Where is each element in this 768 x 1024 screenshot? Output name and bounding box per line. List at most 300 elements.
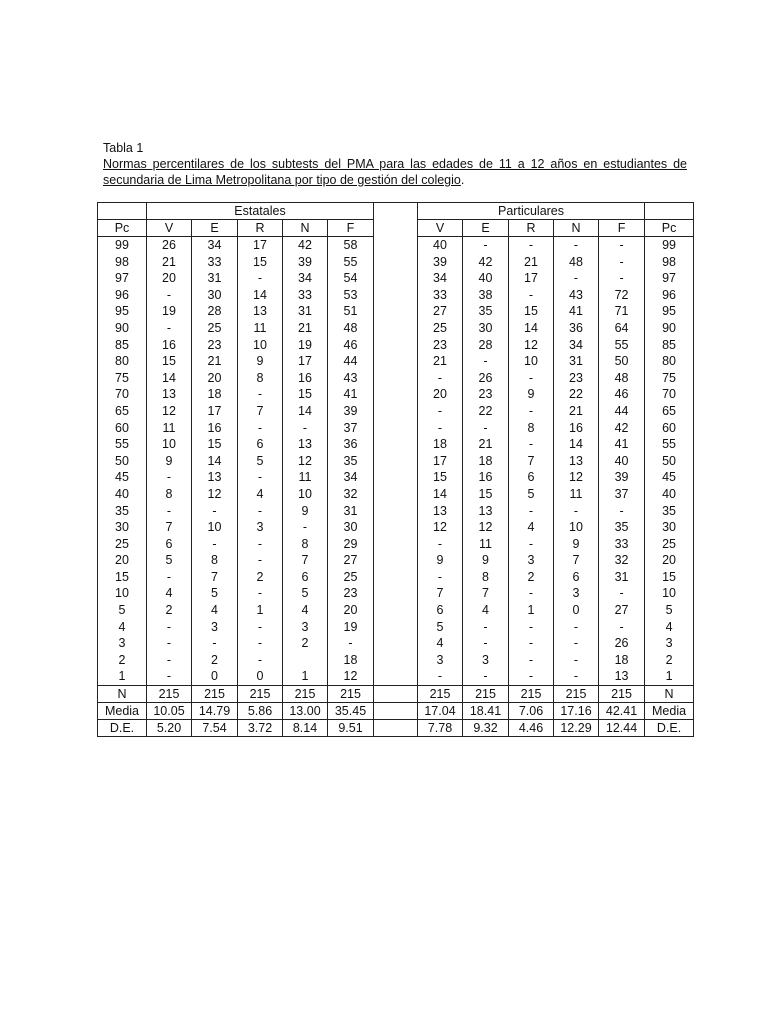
- pc-cell-left: 3: [98, 635, 147, 652]
- particulares-cell: -: [554, 668, 599, 685]
- estatales-cell: 10: [147, 436, 192, 453]
- estatales-cell: 14: [238, 287, 283, 304]
- estatales-cell: 43: [328, 370, 374, 387]
- gap-cell: [374, 469, 418, 486]
- estatales-cell: -: [147, 503, 192, 520]
- estatales-cell: 6: [147, 536, 192, 553]
- pc-cell-right: 4: [645, 619, 694, 636]
- particulares-cell: 48: [599, 370, 645, 387]
- particulares-cell: 39: [599, 469, 645, 486]
- estatales-cell: 15: [147, 353, 192, 370]
- estatales-cell: 18: [328, 652, 374, 669]
- particulares-cell: -: [599, 237, 645, 254]
- table-row: [98, 254, 694, 271]
- stat-label-right: N: [645, 686, 694, 703]
- pc-cell-right: 50: [645, 453, 694, 470]
- pc-cell-right: 2: [645, 652, 694, 669]
- estatales-cell: 46: [328, 337, 374, 354]
- particulares-stat-cell: 17.04: [418, 703, 463, 720]
- particulares-cell: 42: [599, 420, 645, 437]
- particulares-cell: 48: [554, 254, 599, 271]
- estatales-cell: -: [147, 287, 192, 304]
- pc-cell-left: 70: [98, 386, 147, 403]
- estatales-cell: 2: [238, 569, 283, 586]
- gap-cell: [374, 652, 418, 669]
- particulares-cell: 40: [599, 453, 645, 470]
- estatales-cell: 36: [328, 436, 374, 453]
- estatales-stat-cell: 215: [192, 686, 238, 703]
- table-row: [98, 503, 694, 520]
- pc-cell-right: 45: [645, 469, 694, 486]
- estatales-cell: -: [238, 503, 283, 520]
- estatales-cell: -: [238, 635, 283, 652]
- pc-cell-left: 60: [98, 420, 147, 437]
- particulares-cell: -: [509, 237, 554, 254]
- estatales-stat-cell: 3.72: [238, 720, 283, 737]
- particulares-cell: -: [463, 619, 509, 636]
- estatales-cell: 9: [283, 503, 328, 520]
- estatales-cell: 25: [192, 320, 238, 337]
- gap-cell: [374, 436, 418, 453]
- particulares-cell: 7: [554, 552, 599, 569]
- pc-cell-right: 40: [645, 486, 694, 503]
- particulares-cell: 2: [509, 569, 554, 586]
- particulares-cell: -: [599, 619, 645, 636]
- estatales-cell: 10: [238, 337, 283, 354]
- particulares-stat-cell: 215: [463, 686, 509, 703]
- particulares-stat-cell: 12.44: [599, 720, 645, 737]
- table-row: [98, 436, 694, 453]
- pc-cell-right: 3: [645, 635, 694, 652]
- estatales-cell: 25: [328, 569, 374, 586]
- pc-cell-right: 99: [645, 237, 694, 254]
- estatales-cell: 4: [147, 585, 192, 602]
- particulares-cell: 18: [418, 436, 463, 453]
- estatales-cell: 10: [283, 486, 328, 503]
- estatales-cell: 29: [328, 536, 374, 553]
- particulares-cell: 14: [418, 486, 463, 503]
- pc-cell-left: 45: [98, 469, 147, 486]
- particulares-cell: 46: [599, 386, 645, 403]
- pc-cell-right: 55: [645, 436, 694, 453]
- particulares-cell: -: [509, 403, 554, 420]
- estatales-cell: 15: [283, 386, 328, 403]
- particulares-cell: -: [599, 503, 645, 520]
- table-row: [98, 652, 694, 669]
- particulares-cell: 55: [599, 337, 645, 354]
- estatales-cell: -: [147, 619, 192, 636]
- particulares-cell: 12: [509, 337, 554, 354]
- estatales-cell: 8: [238, 370, 283, 387]
- particulares-cell: 37: [599, 486, 645, 503]
- table-row: [98, 337, 694, 354]
- particulares-cell: 9: [418, 552, 463, 569]
- particulares-cell: 6: [418, 602, 463, 619]
- col-header-left-n: N: [283, 220, 328, 237]
- pc-cell-right: 35: [645, 503, 694, 520]
- estatales-stat-cell: 215: [238, 686, 283, 703]
- particulares-cell: 10: [554, 519, 599, 536]
- particulares-cell: -: [509, 370, 554, 387]
- estatales-cell: 41: [328, 386, 374, 403]
- particulares-cell: 21: [463, 436, 509, 453]
- particulares-cell: 21: [509, 254, 554, 271]
- gap-cell: [374, 453, 418, 470]
- particulares-cell: -: [463, 635, 509, 652]
- pc-cell-right: 1: [645, 668, 694, 685]
- particulares-cell: 33: [418, 287, 463, 304]
- particulares-stat-cell: 7.06: [509, 703, 554, 720]
- col-header-right-e: E: [463, 220, 509, 237]
- gap-cell: [374, 552, 418, 569]
- estatales-cell: 19: [147, 303, 192, 320]
- particulares-stat-cell: 42.41: [599, 703, 645, 720]
- particulares-cell: 23: [418, 337, 463, 354]
- pc-cell-right: 60: [645, 420, 694, 437]
- table-row: [98, 370, 694, 387]
- particulares-cell: -: [418, 668, 463, 685]
- gap-cell: [374, 420, 418, 437]
- estatales-cell: 16: [192, 420, 238, 437]
- stat-label-right: Media: [645, 703, 694, 720]
- estatales-cell: 27: [328, 552, 374, 569]
- table-row: [98, 270, 694, 287]
- estatales-cell: 51: [328, 303, 374, 320]
- estatales-cell: 39: [328, 403, 374, 420]
- pc-cell-left: 2: [98, 652, 147, 669]
- estatales-cell: 23: [328, 585, 374, 602]
- estatales-cell: 4: [192, 602, 238, 619]
- table-row: [98, 536, 694, 553]
- particulares-cell: 25: [418, 320, 463, 337]
- particulares-cell: 16: [463, 469, 509, 486]
- estatales-cell: 37: [328, 420, 374, 437]
- pc-cell-right: 75: [645, 370, 694, 387]
- estatales-cell: -: [147, 320, 192, 337]
- particulares-cell: -: [418, 370, 463, 387]
- pc-cell-left: 95: [98, 303, 147, 320]
- pc-cell-left: 65: [98, 403, 147, 420]
- gap-cell: [374, 353, 418, 370]
- particulares-cell: 4: [463, 602, 509, 619]
- estatales-cell: 20: [147, 270, 192, 287]
- estatales-cell: 21: [147, 254, 192, 271]
- pc-cell-left: 98: [98, 254, 147, 271]
- pc-cell-left: 30: [98, 519, 147, 536]
- estatales-cell: 14: [283, 403, 328, 420]
- estatales-cell: 2: [283, 635, 328, 652]
- table-row: [98, 619, 694, 636]
- estatales-cell: 14: [147, 370, 192, 387]
- gap-cell: [374, 619, 418, 636]
- pc-cell-right: 15: [645, 569, 694, 586]
- estatales-cell: 8: [147, 486, 192, 503]
- table-row: [98, 420, 694, 437]
- particulares-cell: -: [509, 619, 554, 636]
- estatales-cell: 15: [192, 436, 238, 453]
- particulares-cell: -: [463, 420, 509, 437]
- pc-cell-right: 30: [645, 519, 694, 536]
- particulares-cell: 17: [418, 453, 463, 470]
- gap-cell: [374, 720, 418, 737]
- table-row: [98, 303, 694, 320]
- particulares-cell: 13: [463, 503, 509, 520]
- pc-cell-left: 97: [98, 270, 147, 287]
- header-gap: [374, 203, 418, 220]
- estatales-cell: -: [328, 635, 374, 652]
- estatales-cell: 17: [238, 237, 283, 254]
- particulares-cell: 22: [463, 403, 509, 420]
- estatales-stat-cell: 215: [147, 686, 192, 703]
- particulares-cell: 41: [554, 303, 599, 320]
- particulares-cell: -: [554, 619, 599, 636]
- particulares-cell: 15: [463, 486, 509, 503]
- gap-cell: [374, 635, 418, 652]
- estatales-stat-cell: 215: [283, 686, 328, 703]
- estatales-cell: 21: [192, 353, 238, 370]
- particulares-cell: 21: [418, 353, 463, 370]
- pc-cell-right: 85: [645, 337, 694, 354]
- particulares-cell: 38: [463, 287, 509, 304]
- stat-label-left: Media: [98, 703, 147, 720]
- estatales-cell: 18: [192, 386, 238, 403]
- estatales-cell: 0: [192, 668, 238, 685]
- pc-cell-left: 20: [98, 552, 147, 569]
- estatales-cell: 2: [192, 652, 238, 669]
- col-header-right-r: R: [509, 220, 554, 237]
- particulares-cell: 13: [554, 453, 599, 470]
- estatales-cell: -: [238, 469, 283, 486]
- estatales-cell: 44: [328, 353, 374, 370]
- particulares-cell: 15: [509, 303, 554, 320]
- pc-cell-left: 35: [98, 503, 147, 520]
- particulares-cell: 14: [554, 436, 599, 453]
- particulares-cell: 3: [418, 652, 463, 669]
- col-header-right-pc: Pc: [645, 220, 694, 237]
- estatales-cell: 11: [238, 320, 283, 337]
- estatales-cell: -: [147, 635, 192, 652]
- estatales-cell: 13: [283, 436, 328, 453]
- particulares-cell: 30: [463, 320, 509, 337]
- estatales-cell: 30: [328, 519, 374, 536]
- estatales-stat-cell: 13.00: [283, 703, 328, 720]
- pc-cell-left: 55: [98, 436, 147, 453]
- col-header-right-f: F: [599, 220, 645, 237]
- particulares-cell: 23: [554, 370, 599, 387]
- estatales-cell: 7: [192, 569, 238, 586]
- stat-row-de: [98, 720, 694, 737]
- group-header-row: [98, 203, 694, 220]
- particulares-cell: 26: [599, 635, 645, 652]
- percentile-norms-table: [97, 202, 694, 737]
- particulares-stat-cell: 18.41: [463, 703, 509, 720]
- col-header-left-r: R: [238, 220, 283, 237]
- particulares-cell: 40: [463, 270, 509, 287]
- particulares-cell: -: [599, 585, 645, 602]
- particulares-stat-cell: 215: [554, 686, 599, 703]
- particulares-cell: 8: [463, 569, 509, 586]
- estatales-cell: 12: [328, 668, 374, 685]
- estatales-cell: 53: [328, 287, 374, 304]
- col-header-left-e: E: [192, 220, 238, 237]
- estatales-cell: 8: [283, 536, 328, 553]
- particulares-cell: 23: [463, 386, 509, 403]
- particulares-cell: 9: [463, 552, 509, 569]
- particulares-cell: 5: [418, 619, 463, 636]
- estatales-cell: 6: [283, 569, 328, 586]
- particulares-cell: 13: [599, 668, 645, 685]
- estatales-cell: -: [238, 386, 283, 403]
- estatales-cell: 13: [147, 386, 192, 403]
- estatales-cell: -: [238, 536, 283, 553]
- estatales-cell: 13: [238, 303, 283, 320]
- estatales-cell: 3: [192, 619, 238, 636]
- pc-cell-right: 95: [645, 303, 694, 320]
- header-corner-right: [645, 203, 694, 220]
- pc-cell-left: 40: [98, 486, 147, 503]
- particulares-cell: 17: [509, 270, 554, 287]
- particulares-cell: 6: [509, 469, 554, 486]
- col-header-gap: [374, 220, 418, 237]
- particulares-cell: 64: [599, 320, 645, 337]
- pc-cell-right: 20: [645, 552, 694, 569]
- particulares-cell: -: [554, 503, 599, 520]
- estatales-cell: 17: [192, 403, 238, 420]
- table-row: [98, 569, 694, 586]
- particulares-cell: 15: [418, 469, 463, 486]
- estatales-cell: 9: [147, 453, 192, 470]
- pc-cell-left: 1: [98, 668, 147, 685]
- gap-cell: [374, 337, 418, 354]
- gap-cell: [374, 270, 418, 287]
- estatales-cell: 19: [283, 337, 328, 354]
- pc-cell-left: 90: [98, 320, 147, 337]
- estatales-cell: 16: [147, 337, 192, 354]
- table-row: [98, 519, 694, 536]
- particulares-cell: 36: [554, 320, 599, 337]
- gap-cell: [374, 536, 418, 553]
- particulares-cell: 33: [599, 536, 645, 553]
- table-number: Tabla 1: [103, 141, 144, 155]
- col-header-left-v: V: [147, 220, 192, 237]
- estatales-cell: 31: [192, 270, 238, 287]
- estatales-cell: 9: [238, 353, 283, 370]
- stat-row-n: [98, 686, 694, 703]
- particulares-stat-cell: 9.32: [463, 720, 509, 737]
- gap-cell: [374, 602, 418, 619]
- table-row: [98, 635, 694, 652]
- particulares-cell: 42: [463, 254, 509, 271]
- pc-cell-right: 90: [645, 320, 694, 337]
- particulares-cell: 16: [554, 420, 599, 437]
- particulares-cell: -: [554, 635, 599, 652]
- particulares-cell: -: [509, 287, 554, 304]
- estatales-cell: 48: [328, 320, 374, 337]
- estatales-cell: 20: [192, 370, 238, 387]
- pc-cell-left: 15: [98, 569, 147, 586]
- particulares-cell: 72: [599, 287, 645, 304]
- estatales-cell: -: [192, 635, 238, 652]
- estatales-cell: 3: [283, 619, 328, 636]
- particulares-cell: -: [509, 635, 554, 652]
- particulares-cell: 50: [599, 353, 645, 370]
- table-description-text: Normas percentilares de los subtests del PMA para las edades de 11 a 12 años en estudiantes de secundaria de Lima Metropolitana por tipo de gestión del colegio: [103, 157, 687, 187]
- table-row: [98, 237, 694, 254]
- particulares-cell: 26: [463, 370, 509, 387]
- col-header-left-pc: Pc: [98, 220, 147, 237]
- pc-cell-right: 96: [645, 287, 694, 304]
- estatales-cell: 35: [328, 453, 374, 470]
- particulares-stat-cell: 4.46: [509, 720, 554, 737]
- table-row: [98, 287, 694, 304]
- particulares-cell: -: [554, 237, 599, 254]
- estatales-cell: 7: [283, 552, 328, 569]
- particulares-cell: 3: [509, 552, 554, 569]
- table-row: [98, 320, 694, 337]
- col-header-left-f: F: [328, 220, 374, 237]
- stat-label-left: D.E.: [98, 720, 147, 737]
- particulares-cell: -: [599, 270, 645, 287]
- gap-cell: [374, 686, 418, 703]
- stat-label-right: D.E.: [645, 720, 694, 737]
- pc-cell-left: 99: [98, 237, 147, 254]
- gap-cell: [374, 703, 418, 720]
- estatales-cell: -: [238, 585, 283, 602]
- estatales-cell: 31: [328, 503, 374, 520]
- particulares-stat-cell: 17.16: [554, 703, 599, 720]
- particulares-cell: 39: [418, 254, 463, 271]
- particulares-cell: 40: [418, 237, 463, 254]
- particulares-cell: 12: [463, 519, 509, 536]
- gap-cell: [374, 569, 418, 586]
- pc-cell-right: 80: [645, 353, 694, 370]
- gap-cell: [374, 303, 418, 320]
- estatales-cell: -: [238, 420, 283, 437]
- particulares-cell: -: [509, 585, 554, 602]
- particulares-cell: 34: [554, 337, 599, 354]
- estatales-cell: -: [147, 652, 192, 669]
- particulares-cell: 21: [554, 403, 599, 420]
- estatales-cell: -: [147, 469, 192, 486]
- estatales-stat-cell: 8.14: [283, 720, 328, 737]
- particulares-cell: -: [418, 420, 463, 437]
- col-header-right-v: V: [418, 220, 463, 237]
- estatales-cell: 55: [328, 254, 374, 271]
- estatales-cell: 5: [238, 453, 283, 470]
- gap-cell: [374, 668, 418, 685]
- pc-cell-right: 65: [645, 403, 694, 420]
- particulares-cell: 11: [463, 536, 509, 553]
- particulares-cell: 7: [418, 585, 463, 602]
- group-particulares: Particulares: [418, 203, 645, 220]
- table-row: [98, 469, 694, 486]
- pc-cell-right: 10: [645, 585, 694, 602]
- estatales-cell: 12: [192, 486, 238, 503]
- particulares-cell: 35: [599, 519, 645, 536]
- particulares-cell: 31: [554, 353, 599, 370]
- particulares-cell: 11: [554, 486, 599, 503]
- estatales-cell: 33: [283, 287, 328, 304]
- estatales-cell: 2: [147, 602, 192, 619]
- particulares-stat-cell: 215: [599, 686, 645, 703]
- estatales-stat-cell: 7.54: [192, 720, 238, 737]
- estatales-cell: 23: [192, 337, 238, 354]
- estatales-cell: 28: [192, 303, 238, 320]
- pc-cell-left: 4: [98, 619, 147, 636]
- gap-cell: [374, 370, 418, 387]
- table-row: [98, 585, 694, 602]
- gap-cell: [374, 320, 418, 337]
